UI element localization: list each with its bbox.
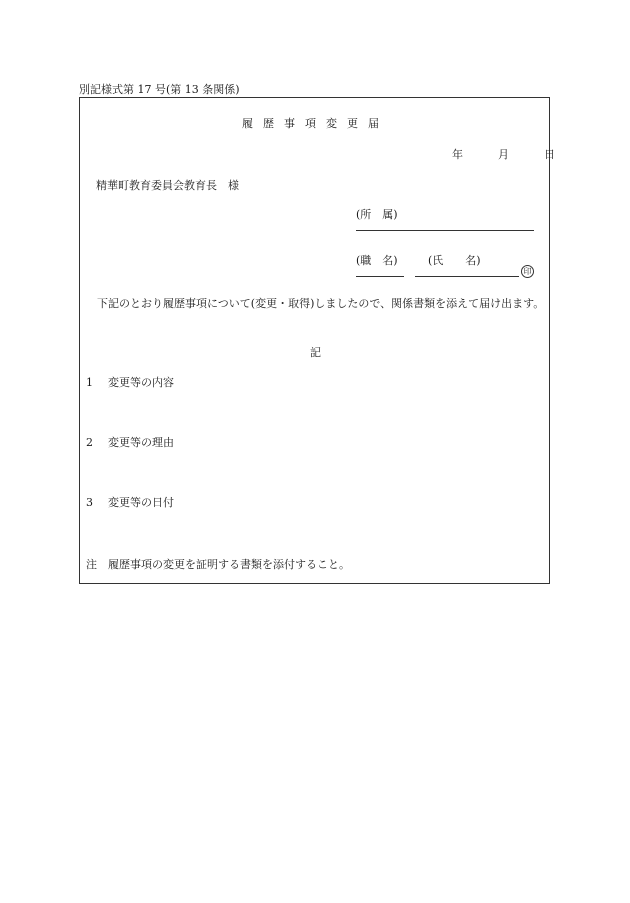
form-number-label: 別記様式第 17 号(第 13 条関係) <box>79 83 240 96</box>
addressee: 精華町教育委員会教育長 様 <box>96 179 239 192</box>
list-item <box>86 374 174 390</box>
ki-heading: 記 <box>310 346 321 359</box>
month-label: 月 <box>498 148 509 161</box>
name-label: (氏 名) <box>428 254 481 267</box>
item-number: 2 <box>86 436 93 449</box>
item-number: 3 <box>86 496 93 509</box>
body-text: 下記のとおり履歴事項について(変更・取得)しましたので、関係書類を添えて届け出ます。 <box>97 297 545 310</box>
item-label: 変更等の理由 <box>108 436 174 449</box>
list-item <box>86 434 174 450</box>
affiliation-label: (所 属) <box>356 208 398 221</box>
affiliation-field-line[interactable] <box>356 230 534 231</box>
form-title: 履歴事項変更届 <box>242 117 389 130</box>
day-label: 日 <box>544 148 555 161</box>
seal-icon: 印 <box>521 265 534 278</box>
date-line <box>452 146 555 162</box>
form-box <box>79 97 555 584</box>
item-number: 1 <box>86 376 93 389</box>
name-field-line[interactable] <box>415 276 519 277</box>
item-label: 変更等の日付 <box>108 496 174 509</box>
note-text: 注 履歴事項の変更を証明する書類を添付すること。 <box>86 558 350 571</box>
list-item <box>86 494 174 510</box>
item-label: 変更等の内容 <box>108 376 174 389</box>
job-title-field-line[interactable] <box>356 276 404 277</box>
year-label: 年 <box>452 148 463 161</box>
job-title-label: (職 名) <box>356 254 398 267</box>
